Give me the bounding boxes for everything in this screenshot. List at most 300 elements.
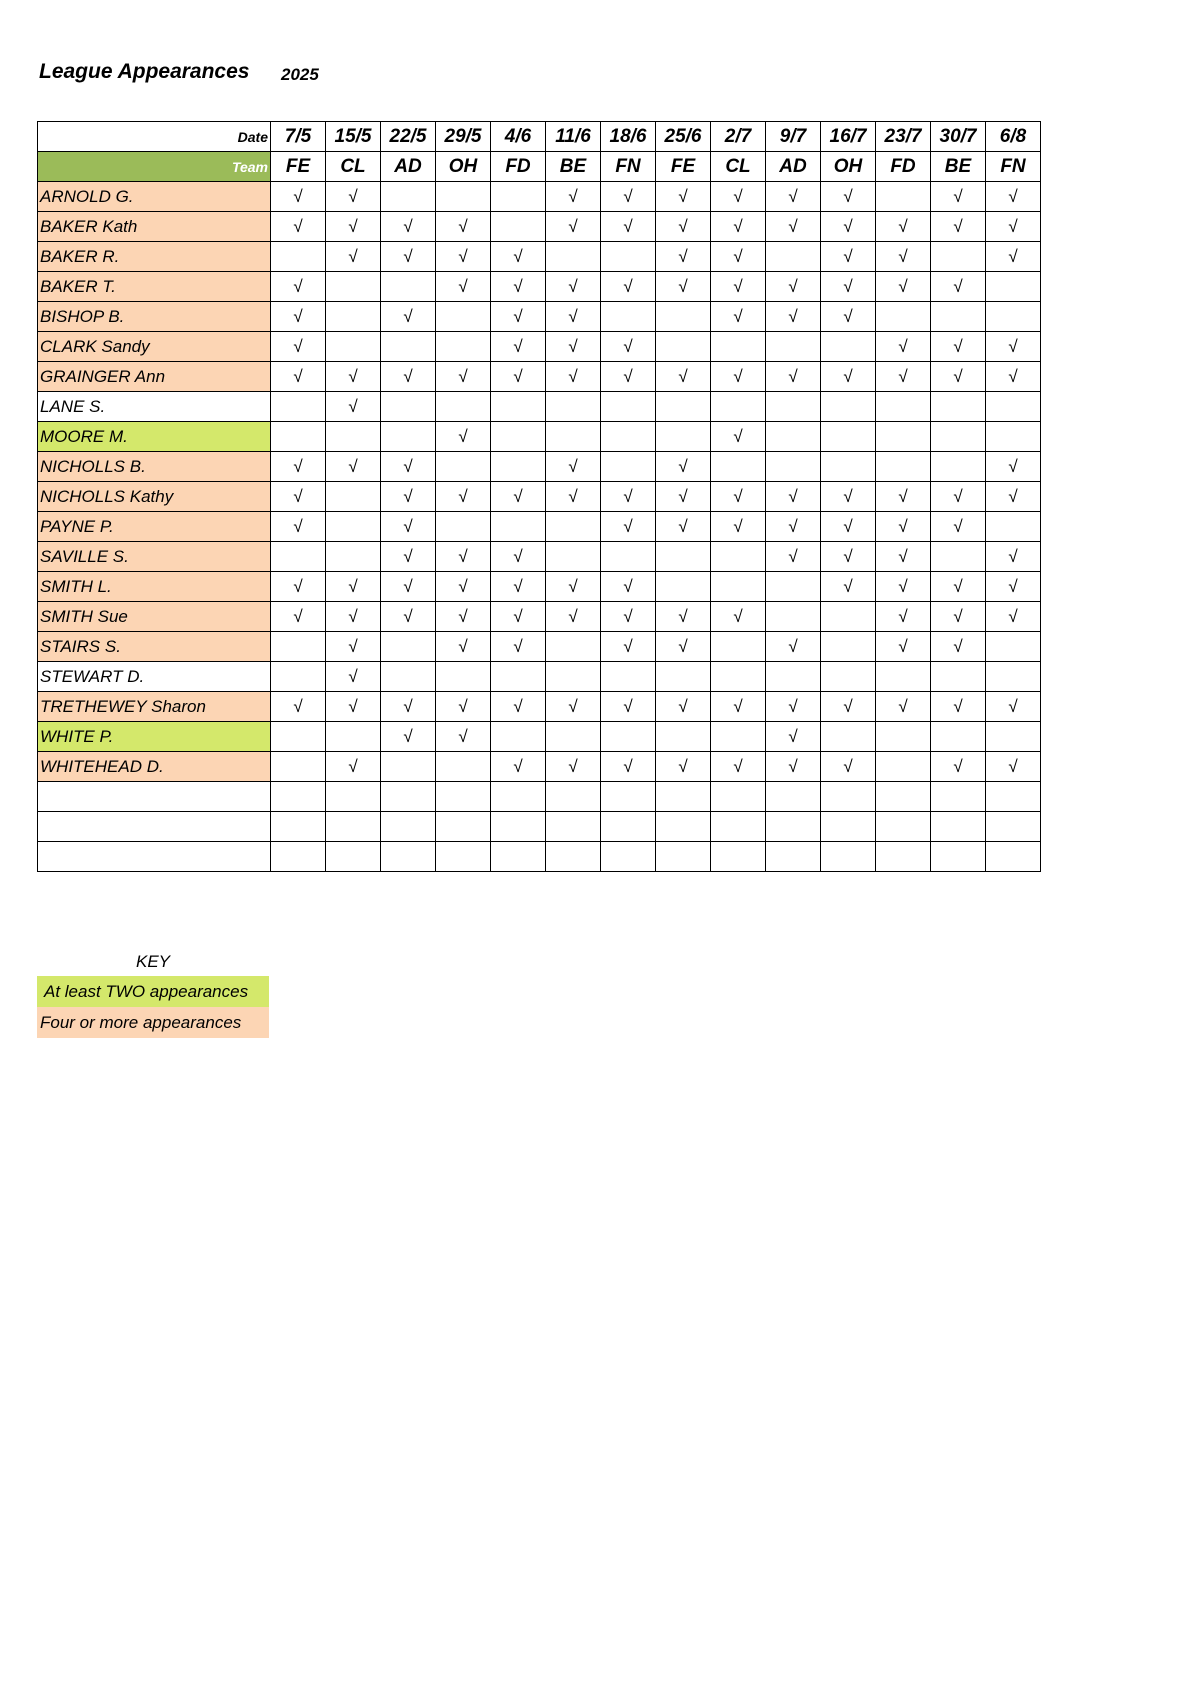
appearance-cell: [271, 392, 326, 422]
appearance-tick: √: [381, 482, 436, 512]
appearance-cell: [491, 662, 546, 692]
key-title: KEY: [135, 952, 171, 971]
appearance-tick: √: [436, 242, 491, 272]
player-row: [38, 602, 1041, 632]
player-row: [38, 332, 1041, 362]
appearance-tick: √: [326, 392, 381, 422]
appearance-tick: √: [656, 272, 711, 302]
year-label: 2025: [281, 65, 319, 84]
appearance-cell: [546, 662, 601, 692]
player-row: [38, 722, 1041, 752]
appearance-tick: √: [876, 692, 931, 722]
appearance-cell: [986, 812, 1041, 842]
player-name: [38, 842, 271, 872]
appearance-tick: √: [656, 452, 711, 482]
date-header-cell: 22/5: [381, 122, 436, 152]
appearance-cell: [986, 272, 1041, 302]
date-header-cell: 6/8: [986, 122, 1041, 152]
player-name: SMITH Sue: [38, 602, 271, 632]
appearance-tick: √: [821, 272, 876, 302]
appearance-cell: [326, 542, 381, 572]
appearance-tick: √: [711, 362, 766, 392]
player-row: [38, 392, 1041, 422]
appearance-cell: [436, 452, 491, 482]
appearance-cell: [381, 392, 436, 422]
appearance-cell: [711, 842, 766, 872]
appearance-tick: √: [876, 542, 931, 572]
appearance-cell: [381, 332, 436, 362]
appearance-cell: [381, 842, 436, 872]
appearance-cell: [601, 812, 656, 842]
appearance-tick: √: [986, 572, 1041, 602]
appearance-tick: √: [326, 752, 381, 782]
appearance-tick: √: [931, 602, 986, 632]
player-row: [38, 662, 1041, 692]
appearance-cell: [821, 812, 876, 842]
player-name: SAVILLE S.: [38, 542, 271, 572]
appearance-tick: √: [766, 512, 821, 542]
appearance-cell: [876, 452, 931, 482]
appearance-tick: √: [436, 212, 491, 242]
appearance-cell: [931, 392, 986, 422]
appearance-tick: √: [876, 512, 931, 542]
appearance-cell: [491, 512, 546, 542]
appearance-cell: [326, 482, 381, 512]
appearance-cell: [546, 542, 601, 572]
appearance-cell: [821, 782, 876, 812]
appearance-tick: √: [931, 752, 986, 782]
appearance-cell: [271, 632, 326, 662]
appearance-tick: √: [601, 182, 656, 212]
appearance-cell: [931, 842, 986, 872]
date-header-cell: 2/7: [711, 122, 766, 152]
appearance-cell: [766, 842, 821, 872]
appearance-cell: [271, 842, 326, 872]
appearance-tick: √: [491, 602, 546, 632]
appearance-tick: √: [656, 482, 711, 512]
appearance-cell: [711, 572, 766, 602]
appearance-cell: [711, 722, 766, 752]
appearance-tick: √: [436, 422, 491, 452]
appearance-cell: [986, 842, 1041, 872]
appearance-cell: [271, 242, 326, 272]
appearance-tick: √: [381, 452, 436, 482]
appearance-cell: [546, 422, 601, 452]
appearance-tick: √: [491, 692, 546, 722]
appearance-cell: [931, 422, 986, 452]
appearance-tick: √: [546, 332, 601, 362]
appearance-cell: [986, 782, 1041, 812]
appearance-tick: √: [491, 542, 546, 572]
appearance-cell: [326, 512, 381, 542]
date-header-cell: 16/7: [821, 122, 876, 152]
appearance-tick: √: [986, 752, 1041, 782]
appearance-cell: [601, 782, 656, 812]
appearance-cell: [821, 602, 876, 632]
appearance-tick: √: [491, 332, 546, 362]
player-row: [38, 572, 1041, 602]
appearance-cell: [986, 302, 1041, 332]
appearance-tick: √: [986, 332, 1041, 362]
appearance-cell: [546, 722, 601, 752]
appearance-tick: √: [766, 272, 821, 302]
key-legend: [37, 948, 269, 1038]
appearance-tick: √: [711, 242, 766, 272]
team-header-cell: BE: [546, 152, 601, 182]
appearance-tick: √: [766, 182, 821, 212]
player-row: [38, 362, 1041, 392]
player-row: [38, 212, 1041, 242]
appearance-tick: √: [491, 242, 546, 272]
appearance-tick: √: [986, 542, 1041, 572]
appearance-tick: √: [876, 362, 931, 392]
appearance-tick: √: [656, 242, 711, 272]
player-name: STAIRS S.: [38, 632, 271, 662]
player-row: [38, 632, 1041, 662]
appearance-cell: [711, 632, 766, 662]
player-row: [38, 842, 1041, 872]
team-header-row: [38, 152, 1041, 182]
appearance-tick: √: [326, 242, 381, 272]
date-header-cell: 11/6: [546, 122, 601, 152]
appearance-cell: [271, 752, 326, 782]
appearance-cell: [656, 722, 711, 752]
appearance-cell: [656, 812, 711, 842]
player-name: PAYNE P.: [38, 512, 271, 542]
appearance-tick: √: [766, 482, 821, 512]
appearance-cell: [491, 182, 546, 212]
team-header-cell: FN: [601, 152, 656, 182]
appearance-cell: [931, 812, 986, 842]
appearance-cell: [271, 782, 326, 812]
appearance-tick: √: [271, 212, 326, 242]
appearance-tick: √: [491, 302, 546, 332]
appearance-cell: [381, 272, 436, 302]
appearance-tick: √: [711, 302, 766, 332]
appearance-tick: √: [601, 512, 656, 542]
appearance-cell: [436, 752, 491, 782]
player-name: STEWART D.: [38, 662, 271, 692]
appearance-cell: [271, 662, 326, 692]
appearance-tick: √: [931, 362, 986, 392]
date-header-cell: 29/5: [436, 122, 491, 152]
appearance-cell: [381, 422, 436, 452]
appearance-cell: [656, 662, 711, 692]
appearance-tick: √: [931, 632, 986, 662]
appearance-tick: √: [876, 632, 931, 662]
appearance-tick: √: [546, 452, 601, 482]
player-name: SMITH L.: [38, 572, 271, 602]
appearance-tick: √: [436, 572, 491, 602]
appearance-cell: [766, 812, 821, 842]
appearance-cell: [326, 272, 381, 302]
appearance-tick: √: [876, 272, 931, 302]
appearance-cell: [326, 812, 381, 842]
appearance-tick: √: [601, 752, 656, 782]
player-name: TRETHEWEY Sharon: [38, 692, 271, 722]
appearance-tick: √: [711, 482, 766, 512]
appearance-cell: [436, 392, 491, 422]
appearance-cell: [326, 722, 381, 752]
player-row: [38, 752, 1041, 782]
date-header-cell: 30/7: [931, 122, 986, 152]
appearance-tick: √: [381, 302, 436, 332]
appearance-cell: [546, 812, 601, 842]
appearance-tick: √: [381, 602, 436, 632]
appearance-cell: [656, 332, 711, 362]
appearance-tick: √: [656, 362, 711, 392]
appearance-tick: √: [656, 212, 711, 242]
appearance-tick: √: [601, 632, 656, 662]
player-name: BAKER Kath: [38, 212, 271, 242]
appearance-cell: [986, 392, 1041, 422]
appearance-tick: √: [271, 572, 326, 602]
appearance-tick: √: [546, 272, 601, 302]
appearance-tick: √: [766, 752, 821, 782]
appearance-tick: √: [986, 692, 1041, 722]
appearance-tick: √: [876, 242, 931, 272]
appearance-cell: [436, 302, 491, 332]
player-name: GRAINGER Ann: [38, 362, 271, 392]
appearance-cell: [711, 662, 766, 692]
appearance-tick: √: [931, 692, 986, 722]
appearance-tick: √: [986, 242, 1041, 272]
appearance-tick: √: [986, 182, 1041, 212]
appearance-cell: [546, 242, 601, 272]
team-header-cell: CL: [326, 152, 381, 182]
player-row: [38, 812, 1041, 842]
appearance-tick: √: [931, 212, 986, 242]
appearance-tick: √: [381, 512, 436, 542]
appearance-tick: √: [711, 272, 766, 302]
appearance-tick: √: [931, 272, 986, 302]
appearance-tick: √: [271, 332, 326, 362]
appearance-tick: √: [766, 722, 821, 752]
appearance-tick: √: [766, 362, 821, 392]
appearance-tick: √: [931, 512, 986, 542]
appearance-tick: √: [711, 602, 766, 632]
appearance-tick: √: [436, 482, 491, 512]
appearance-tick: √: [656, 692, 711, 722]
appearance-tick: √: [326, 212, 381, 242]
player-row: [38, 272, 1041, 302]
appearance-cell: [986, 632, 1041, 662]
appearance-cell: [766, 602, 821, 632]
appearance-cell: [876, 782, 931, 812]
appearance-cell: [491, 212, 546, 242]
appearance-cell: [436, 182, 491, 212]
appearance-tick: √: [326, 182, 381, 212]
appearance-tick: √: [436, 692, 491, 722]
appearance-tick: √: [271, 482, 326, 512]
appearance-tick: √: [491, 272, 546, 302]
appearance-tick: √: [601, 692, 656, 722]
appearance-tick: √: [876, 212, 931, 242]
player-row: [38, 542, 1041, 572]
player-row: [38, 422, 1041, 452]
appearance-tick: √: [931, 482, 986, 512]
player-row: [38, 692, 1041, 722]
appearance-cell: [381, 662, 436, 692]
appearance-tick: √: [491, 482, 546, 512]
appearance-tick: √: [876, 332, 931, 362]
appearance-cell: [766, 662, 821, 692]
appearance-tick: √: [601, 482, 656, 512]
appearance-tick: √: [381, 212, 436, 242]
appearance-tick: √: [711, 512, 766, 542]
appearance-cell: [656, 422, 711, 452]
appearance-cell: [601, 842, 656, 872]
appearance-tick: √: [381, 242, 436, 272]
appearance-tick: √: [271, 302, 326, 332]
appearance-tick: √: [326, 602, 381, 632]
date-header-cell: 18/6: [601, 122, 656, 152]
appearance-tick: √: [656, 602, 711, 632]
appearance-tick: √: [986, 602, 1041, 632]
appearance-tick: √: [326, 572, 381, 602]
appearance-tick: √: [931, 572, 986, 602]
appearance-cell: [766, 242, 821, 272]
appearance-cell: [986, 662, 1041, 692]
appearance-tick: √: [986, 212, 1041, 242]
player-row: [38, 182, 1041, 212]
appearance-cell: [546, 632, 601, 662]
appearance-tick: √: [711, 692, 766, 722]
team-header-cell: FD: [491, 152, 546, 182]
appearance-tick: √: [601, 602, 656, 632]
appearance-tick: √: [876, 482, 931, 512]
appearance-cell: [931, 542, 986, 572]
appearance-cell: [436, 662, 491, 692]
appearance-cell: [601, 452, 656, 482]
appearance-tick: √: [821, 692, 876, 722]
appearance-tick: √: [821, 302, 876, 332]
appearance-tick: √: [601, 332, 656, 362]
appearance-tick: √: [326, 452, 381, 482]
appearance-cell: [491, 842, 546, 872]
appearance-cell: [711, 812, 766, 842]
appearance-tick: √: [656, 182, 711, 212]
appearance-tick: √: [766, 212, 821, 242]
date-header-cell: 15/5: [326, 122, 381, 152]
key-two-appearances: At least TWO appearances: [37, 976, 269, 1007]
appearance-tick: √: [546, 212, 601, 242]
player-name: BAKER R.: [38, 242, 271, 272]
appearance-tick: √: [491, 752, 546, 782]
appearance-tick: √: [546, 692, 601, 722]
appearance-cell: [876, 422, 931, 452]
appearance-cell: [491, 422, 546, 452]
appearance-cell: [491, 392, 546, 422]
appearance-cell: [381, 182, 436, 212]
appearance-tick: √: [546, 362, 601, 392]
player-name: [38, 812, 271, 842]
appearance-tick: √: [491, 362, 546, 392]
player-row: [38, 452, 1041, 482]
appearance-cell: [271, 812, 326, 842]
appearance-cell: [766, 572, 821, 602]
player-name: NICHOLLS Kathy: [38, 482, 271, 512]
team-header-cell: OH: [436, 152, 491, 182]
date-header-cell: 9/7: [766, 122, 821, 152]
appearance-cell: [381, 782, 436, 812]
appearance-tick: √: [381, 572, 436, 602]
team-header-cell: CL: [711, 152, 766, 182]
team-header-cell: FD: [876, 152, 931, 182]
appearance-tick: √: [381, 362, 436, 392]
player-name: LANE S.: [38, 392, 271, 422]
player-row: [38, 482, 1041, 512]
appearance-cell: [766, 782, 821, 812]
appearance-cell: [931, 782, 986, 812]
appearance-cell: [436, 782, 491, 812]
appearance-tick: √: [986, 452, 1041, 482]
appearance-tick: √: [381, 692, 436, 722]
appearance-cell: [876, 182, 931, 212]
appearance-cell: [436, 512, 491, 542]
team-header-cell: AD: [381, 152, 436, 182]
appearance-cell: [711, 392, 766, 422]
appearance-cell: [931, 242, 986, 272]
player-name: CLARK Sandy: [38, 332, 271, 362]
appearance-tick: √: [326, 692, 381, 722]
appearance-tick: √: [711, 182, 766, 212]
appearance-cell: [931, 302, 986, 332]
team-header-cell: OH: [821, 152, 876, 182]
appearance-cell: [601, 662, 656, 692]
appearance-tick: √: [546, 602, 601, 632]
appearance-cell: [821, 722, 876, 752]
team-header-cell: FN: [986, 152, 1041, 182]
player-row: [38, 242, 1041, 272]
appearance-tick: √: [601, 272, 656, 302]
appearance-tick: √: [821, 752, 876, 782]
appearance-cell: [821, 332, 876, 362]
appearance-tick: √: [271, 692, 326, 722]
appearance-tick: √: [821, 542, 876, 572]
date-header-cell: 4/6: [491, 122, 546, 152]
appearance-tick: √: [601, 572, 656, 602]
appearance-cell: [546, 512, 601, 542]
appearance-cell: [601, 302, 656, 332]
appearance-cell: [491, 452, 546, 482]
player-name: WHITEHEAD D.: [38, 752, 271, 782]
team-label: Team: [38, 152, 271, 182]
page-title: League Appearances: [39, 60, 250, 83]
appearance-cell: [711, 332, 766, 362]
appearance-tick: √: [601, 212, 656, 242]
date-header-row: [38, 122, 1041, 152]
appearances-table: [37, 121, 1041, 872]
appearance-tick: √: [546, 752, 601, 782]
appearance-cell: [326, 332, 381, 362]
appearance-cell: [986, 512, 1041, 542]
appearance-tick: √: [436, 722, 491, 752]
date-header-cell: 25/6: [656, 122, 711, 152]
appearance-tick: √: [436, 362, 491, 392]
appearance-cell: [711, 542, 766, 572]
appearance-tick: √: [821, 362, 876, 392]
appearance-cell: [491, 722, 546, 752]
appearance-cell: [766, 392, 821, 422]
appearance-tick: √: [271, 272, 326, 302]
appearance-cell: [601, 722, 656, 752]
appearance-tick: √: [656, 632, 711, 662]
appearance-tick: √: [601, 362, 656, 392]
date-header-cell: 23/7: [876, 122, 931, 152]
appearance-cell: [821, 422, 876, 452]
appearance-tick: √: [271, 182, 326, 212]
